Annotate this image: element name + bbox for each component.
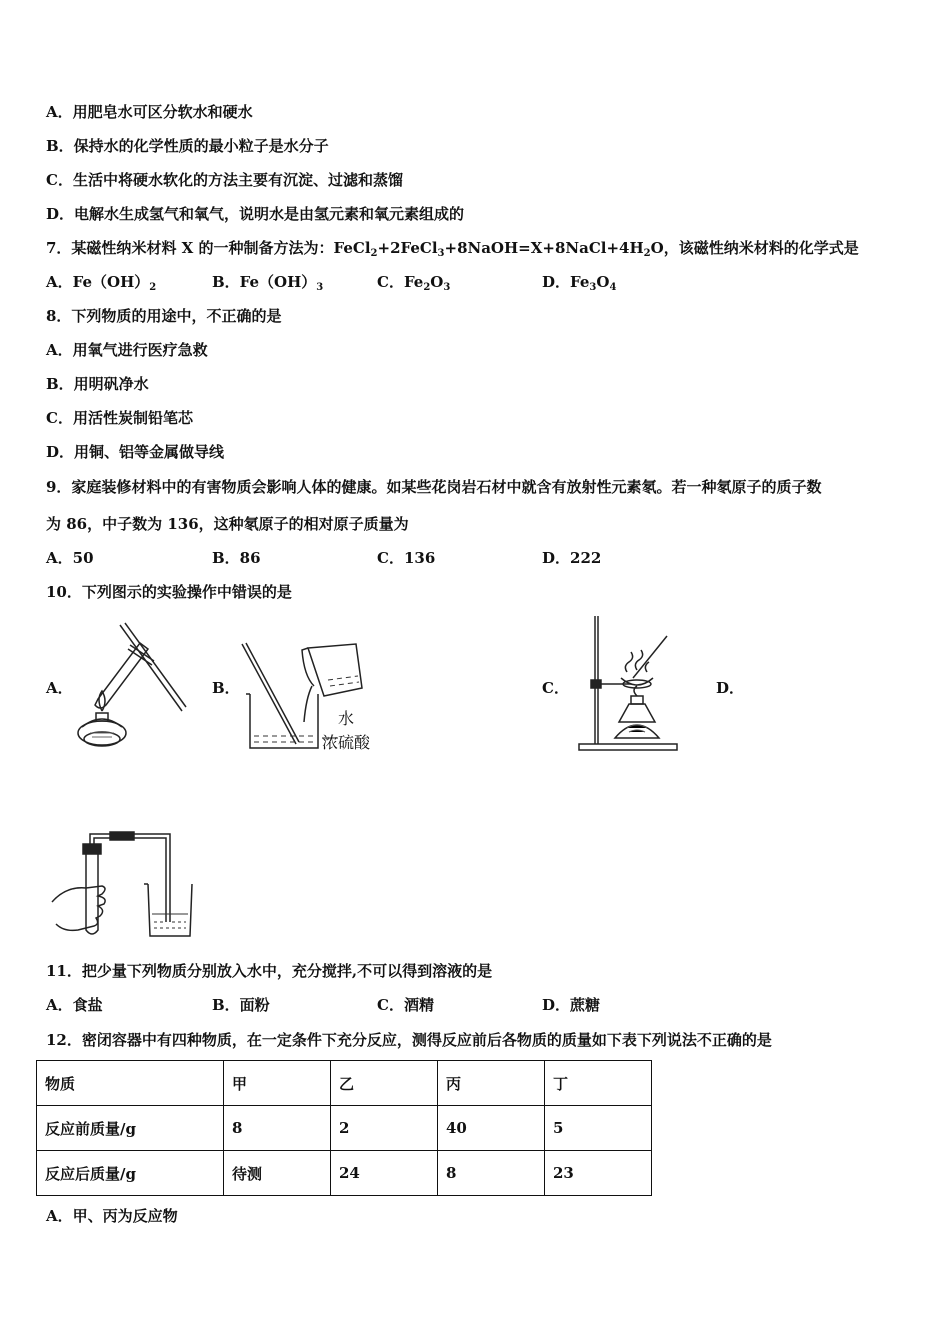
q9-stem-line2: 为 86，中子数为 136，这种氡原子的相对原子质量为 bbox=[46, 515, 409, 533]
q11-option-a: A．食盐 bbox=[46, 996, 103, 1014]
table-cell: 8 bbox=[224, 1106, 331, 1151]
q10-label-a: A． bbox=[46, 679, 73, 697]
q8-stem: 8．下列物质的用途中，不正确的是 bbox=[46, 307, 282, 325]
q8-option-b: B．用明矾净水 bbox=[46, 375, 149, 393]
q9-option-a: A．50 bbox=[46, 549, 94, 567]
q7-stem-prefix: 7．某磁性纳米材料 X 的一种制备方法为： bbox=[46, 239, 334, 257]
q9-option-b: B．86 bbox=[212, 549, 261, 567]
q6-option-b: B．保持水的化学性质的最小粒子是水分子 bbox=[46, 137, 329, 155]
q7-equation: $FeCl_2+2FeCl_3+8NaOH=X+8NaCl+4H_2O$ bbox=[333, 239, 664, 259]
q7-stem-suffix: ，该磁性纳米材料的化学式是 bbox=[663, 239, 859, 257]
q10-figure-b-acid-label: 浓硫酸 bbox=[322, 733, 371, 752]
q10-figure-c-evaporation bbox=[575, 612, 685, 754]
q6-option-d: D．电解水生成氢气和氧气，说明水是由氢元素和氧元素组成的 bbox=[46, 205, 465, 223]
q7-option-a: A．$Fe(OH)_2$ bbox=[46, 273, 157, 293]
q11-stem: 11．把少量下列物质分别放入水中，充分搅拌,不可以得到溶液的是 bbox=[46, 962, 493, 980]
table-header-cell: 丙 bbox=[438, 1061, 545, 1106]
table-cell: 反应后质量/g bbox=[37, 1151, 224, 1196]
q12-mass-table bbox=[36, 1060, 652, 1196]
q9-option-c: C．136 bbox=[377, 549, 436, 567]
table-header-cell: 物质 bbox=[37, 1061, 224, 1106]
q12-option-a: A．甲、丙为反应物 bbox=[46, 1207, 178, 1225]
table-cell: 待测 bbox=[224, 1151, 331, 1196]
table-cell: 40 bbox=[438, 1106, 545, 1151]
table-header-row bbox=[37, 1061, 652, 1106]
q10-label-b: B． bbox=[212, 679, 240, 697]
q11-option-d: D．蔗糖 bbox=[542, 996, 601, 1014]
q9-option-d: D．222 bbox=[542, 549, 602, 567]
q6-option-a: A．用肥皂水可区分软水和硬水 bbox=[46, 103, 253, 121]
q6-option-c: C．生活中将硬水软化的方法主要有沉淀、过滤和蒸馏 bbox=[46, 171, 403, 189]
table-header-cell: 丁 bbox=[545, 1061, 652, 1106]
q11-option-b: B．面粉 bbox=[212, 996, 270, 1014]
q8-option-c: C．用活性炭制铅笔芯 bbox=[46, 409, 193, 427]
table-cell: 反应前质量/g bbox=[37, 1106, 224, 1151]
table-cell: 8 bbox=[438, 1151, 545, 1196]
q8-option-a: A．用氧气进行医疗急救 bbox=[46, 341, 208, 359]
table-cell: 24 bbox=[331, 1151, 438, 1196]
q10-label-d: D． bbox=[716, 679, 745, 697]
q12-stem: 12．密闭容器中有四种物质，在一定条件下充分反应，测得反应前后各物质的质量如下表下列说法不正确的是 bbox=[46, 1031, 772, 1049]
q9-stem-line1: 9．家庭装修材料中的有害物质会影响人体的健康。如某些花岗岩石材中就含有放射性元素氡。若一种氡原子的质子数 bbox=[46, 478, 822, 496]
table-header-cell: 甲 bbox=[224, 1061, 331, 1106]
q10-figure-b-water-label: 水 bbox=[338, 709, 355, 728]
table-cell: 23 bbox=[545, 1151, 652, 1196]
q10-figure-d-airtightness-check bbox=[48, 826, 198, 941]
table-cell: 5 bbox=[545, 1106, 652, 1151]
q10-figure-b-dilution bbox=[238, 640, 388, 755]
q10-figure-a-heating-test-tube bbox=[70, 615, 190, 755]
table-row bbox=[37, 1106, 652, 1151]
q10-stem: 10．下列图示的实验操作中错误的是 bbox=[46, 583, 292, 601]
q7-option-c: C．$Fe_2O_3$ bbox=[377, 273, 451, 293]
table-cell: 2 bbox=[331, 1106, 438, 1151]
q10-label-c: C． bbox=[542, 679, 569, 697]
q7-stem bbox=[46, 238, 859, 264]
q7-option-b: B．$Fe(OH)_3$ bbox=[212, 273, 324, 293]
q8-option-d: D．用铜、铝等金属做导线 bbox=[46, 443, 225, 461]
q11-option-c: C．酒精 bbox=[377, 996, 434, 1014]
table-row bbox=[37, 1151, 652, 1196]
q7-option-d: D．$Fe_3O_4$ bbox=[542, 273, 617, 293]
table-header-cell: 乙 bbox=[331, 1061, 438, 1106]
